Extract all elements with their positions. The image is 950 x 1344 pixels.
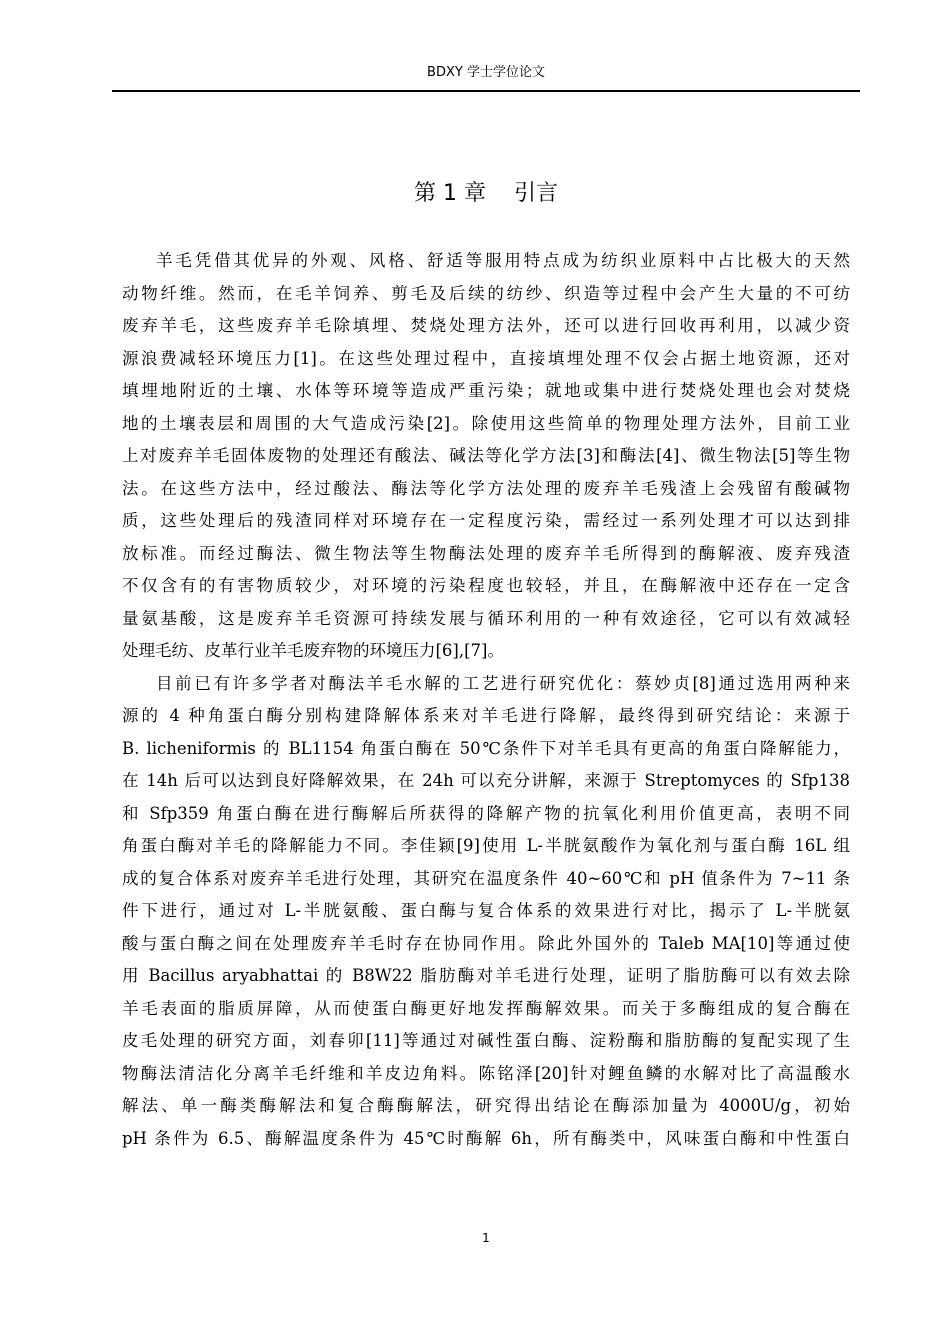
body-text [122,245,850,1155]
paragraph-1-line: 处理毛纺、皮革行业羊毛废弃物的环境压力[6],[7]。 [122,641,504,660]
paragraph-1-line: 放标准。而经过酶法、微生物法等生物酶法处理的废弃羊毛所得到的酶解液、废弃残渣 [122,543,850,563]
paragraph-2-line: 酸与蛋白酶之间在处理废弃羊毛时存在协同作用。除此外国外的 Taleb MA[10]等通过使 [122,933,850,953]
paragraph-2-line: 件下进行，通过对 L-半胱氨酸、蛋白酶与复合体系的效果进行对比，揭示了 L-半胱氨 [122,901,850,920]
paragraph-1-line: 羊毛凭借其优异的外观、风格、舒适等服用特点成为纺织业原料中占比极大的天然 [156,251,850,270]
paragraph-1-line: 不仅含有的有害物质较少，对环境的污染程度也较轻，并且，在酶解液中还存在一定含 [122,576,850,595]
paragraph-1-line: 源浪费减轻环境压力[1]。在这些处理过程中，直接填埋处理不仅会占据土地资源，还对 [122,348,850,368]
running-header: BDXY 学士学位论文 [427,65,545,80]
paragraph-2-line: 物酶法清洁化分离羊毛纤维和羊皮边角料。陈铭泽[20]针对鲤鱼鳞的水解对比了高温酸水 [122,1063,850,1083]
paragraph-2-line: 皮毛处理的研究方面，刘春卯[11]等通过对碱性蛋白酶、淀粉酶和脂肪酶的复配实现了生 [122,1031,850,1050]
paragraph-2-line: 成的复合体系对废弃羊毛进行处理，其研究在温度条件 40~60℃和 pH 值条件为 7~11 条 [122,868,850,888]
header-rule [112,90,860,92]
page-number: 1 [482,1231,490,1245]
paragraph-1-line: 废弃羊毛，这些废弃羊毛除填埋、焚烧处理方法外，还可以进行回收再利用，以减少资 [122,316,850,335]
paragraph-1-line: 上对废弃羊毛固体废物的处理还有酸法、碱法等化学方法[3]和酶法[4]、微生物法[5]等生物 [122,446,850,465]
paragraph-2-line: B. licheniformis 的 BL1154 角蛋白酶在 50℃条件下对羊毛具有更高的角蛋白降解能力， [122,738,850,758]
paragraph-2-line: 在 14h 后可以达到良好降解效果，在 24h 可以充分讲解，来源于 Streptomyces 的 Sfp138 [122,771,850,790]
paragraph-2-line: 和 Sfp359 角蛋白酶在进行酶解后所获得的降解产物的抗氧化利用价值更高，表明不同 [122,803,850,823]
paragraph-2-line: 羊毛表面的脂质屏障，从而使蛋白酶更好地发挥酶解效果。而关于多酶组成的复合酶在 [122,998,850,1018]
chapter-title: 第 1 章 引言 [414,181,558,206]
paragraph-2-line: pH 条件为 6.5、酶解温度条件为 45℃时酶解 6h，所有酶类中，风味蛋白酶和中性蛋白 [122,1128,850,1148]
paragraph-2-line: 目前已有许多学者对酶法羊毛水解的工艺进行研究优化：蔡妙贞[8]通过选用两种来 [156,673,850,693]
paragraph-2-line: 源的 4 种角蛋白酶分别构建降解体系来对羊毛进行降解，最终得到研究结论：来源于 [122,706,850,725]
paragraph-1-line: 量氨基酸，这是废弃羊毛资源可持续发展与循环利用的一种有效途径，它可以有效减轻 [122,608,850,628]
paragraph-2-line: 用 Bacillus aryabhattai 的 B8W22 脂肪酶对羊毛进行处理，证明了脂肪酶可以有效去除 [122,966,850,985]
paragraph-1-line: 质，这些处理后的残渣同样对环境存在一定程度污染，需经过一系列处理才可以达到排 [122,511,850,530]
paragraph-1-line: 法。在这些方法中，经过酸法、酶法等化学方法处理的废弃羊毛残渣上会残留有酸碱物 [122,478,850,498]
paragraph-1-line: 地的土壤表层和周围的大气造成污染[2]。除使用这些简单的物理处理方法外，目前工业 [122,413,850,433]
paragraph-2-line: 解法、单一酶类酶解法和复合酶酶解法，研究得出结论在酶添加量为 4000U/g，初始 [122,1096,850,1115]
paragraph-1-line: 填埋地附近的土壤、水体等环境等造成严重污染；就地或集中进行焚烧处理也会对焚烧 [122,381,850,400]
paragraph-1-line: 动物纤维。然而，在毛羊饲养、剪毛及后续的纺纱、织造等过程中会产生大量的不可纺 [122,283,850,303]
paragraph-2-line: 角蛋白酶对羊毛的降解能力不同。李佳颖[9]使用 L-半胱氨酸作为氧化剂与蛋白酶 16L 组 [122,836,850,855]
